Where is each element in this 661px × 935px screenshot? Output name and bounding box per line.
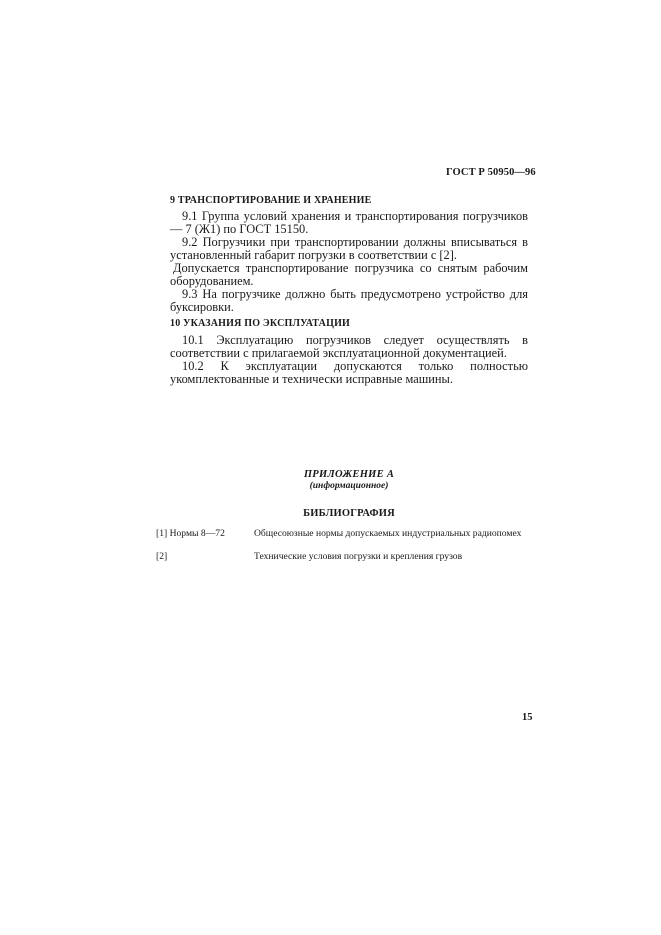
appendix-title: ПРИЛОЖЕНИЕ А <box>303 469 395 480</box>
bibliography-ref: [2] <box>156 551 168 562</box>
bibliography-ref: [1] Нормы 8—72 <box>156 528 225 539</box>
paragraph-9-3-text: 9.3 На погрузчике должно быть предусмотрено устройство для буксировки. <box>170 287 528 315</box>
paragraph-10-2 <box>170 360 528 387</box>
section-10-heading: 10 УКАЗАНИЯ ПО ЭКСПЛУАТАЦИИ <box>170 318 351 329</box>
bibliography-heading: БИБЛИОГРАФИЯ <box>303 508 395 519</box>
paragraph-9-1 <box>170 210 528 237</box>
paragraph-10-2-text: 10.2 К эксплуатации допускаются только полностью укомплектованные и технически исправные машины. <box>170 359 528 387</box>
bibliography-desc: Технические условия погрузки и крепления грузов <box>254 551 463 562</box>
paragraph-9-1-text: 9.1 Группа условий хранения и транспортирования погрузчиков — 7 (Ж1) по ГОСТ 15150. <box>170 209 528 237</box>
section-9-heading: 9 ТРАНСПОРТИРОВАНИЕ И ХРАНЕНИЕ <box>170 195 372 206</box>
paragraph-9-2-text: 9.2 Погрузчики при транспортировании должны вписываться в установленный габарит погрузки в соответствии с [2]. <box>170 235 528 263</box>
paragraph-9-3 <box>170 288 528 315</box>
paragraph-9-2b-text: Допускается транспортирование погрузчика со снятым рабочим оборудованием. <box>170 261 528 289</box>
paragraph-9-2 <box>170 236 528 263</box>
appendix-subtitle: (информационное) <box>309 481 389 491</box>
standard-code: ГОСТ Р 50950—96 <box>446 167 536 178</box>
page-number: 15 <box>522 712 533 723</box>
bibliography-desc: Общесоюзные нормы допускаемых индустриальных радиопомех <box>254 528 522 539</box>
paragraph-9-2-continuation <box>170 262 528 289</box>
paragraph-10-1 <box>170 334 528 361</box>
paragraph-10-1-text: 10.1 Эксплуатацию погрузчиков следует осуществлять в соответствии с прилагаемой эксплуатационной документацией. <box>170 333 528 361</box>
